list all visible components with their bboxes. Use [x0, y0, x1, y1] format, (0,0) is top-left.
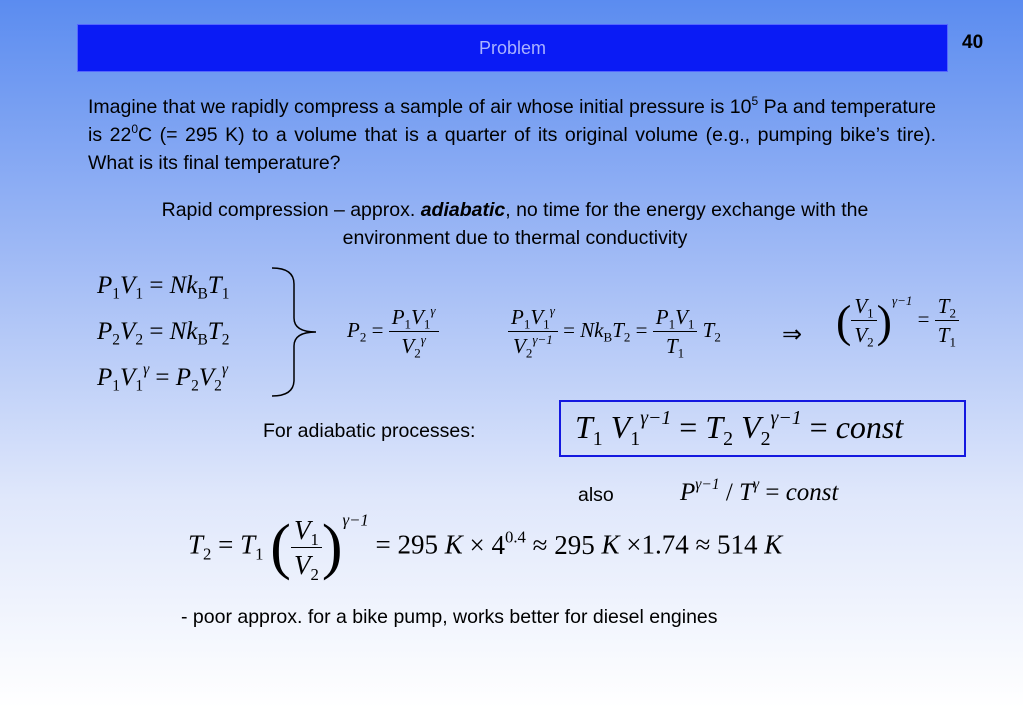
note-suffix: , no time for the energy exchange with the environment due to thermal conductivity [342, 199, 869, 249]
intro-text-2: Pa and temperature is 22 [88, 96, 936, 146]
footnote: - poor approx. for a bike pump, works better for diesel engines [181, 606, 718, 628]
intro-sup-2: 0 [131, 122, 138, 136]
intro-sup-1: 5 [751, 94, 759, 108]
equation-p2: $P_2$ = $\frac{P_1V_1^\gamma}{V_2^\gamma}$ [347, 305, 439, 359]
boxed-equation-formula: $T_1$ $V_1^{\gamma-1} = T_2$ $V_2^{\gamma-1}$ = const [575, 407, 904, 450]
note-emphasis: adiabatic [420, 199, 506, 221]
note-prefix: Rapid compression – approx. [161, 199, 421, 221]
right-brace [270, 266, 320, 398]
title-bar [77, 24, 948, 72]
equation-ideal-gas-2: $P_2V_2 = Nk_BT_2$ [97, 318, 230, 349]
intro-text-3: C (= 295 K) to a volume that is a quarter of its original volume (e.g., pumping bike’s tire). What is its final temperature? [88, 124, 936, 174]
equation-ideal-gas-1: $P_1V_1 = Nk_BT_1$ [97, 272, 230, 303]
equation-p-t: $P^{\gamma-1} / T^\gamma$ = const [680, 476, 839, 506]
implies-arrow: ⇒ [782, 322, 803, 348]
page-number: 40 [962, 32, 984, 53]
result-equation: $T_2 = T_1$ ( $\frac{V_1}{V_2}$ )$^{\gamma-1}$ = 295 $K \times 4^{0.4} \approx 295$ K ×1.74 ≈ 514 K [188, 510, 783, 584]
equation-derivation: $\frac{P_1V_1^\gamma}{V_2^{\gamma-1}}$ = $Nk_BT_2$ = $\frac{P_1V_1}{T_1}$ $T_2$ [508, 305, 721, 359]
equation-adiabat: $P_1V_1^\gamma = P_2V_2^\gamma$ [97, 361, 228, 395]
slide-title: Problem [478, 37, 547, 58]
equation-temperature-ratio: ( $\frac{V_1}{V_2}$ )$^{\gamma-1}$ = $\frac{T_2}{T_1}$ [836, 294, 959, 348]
problem-statement [88, 93, 936, 177]
also-label: also [578, 484, 614, 506]
adiabatic-note [150, 196, 880, 252]
intro-text-1: Imagine that we rapidly compress a sample of air whose initial pressure is 10 [88, 96, 752, 118]
adiabatic-label: For adiabatic processes: [263, 420, 476, 442]
